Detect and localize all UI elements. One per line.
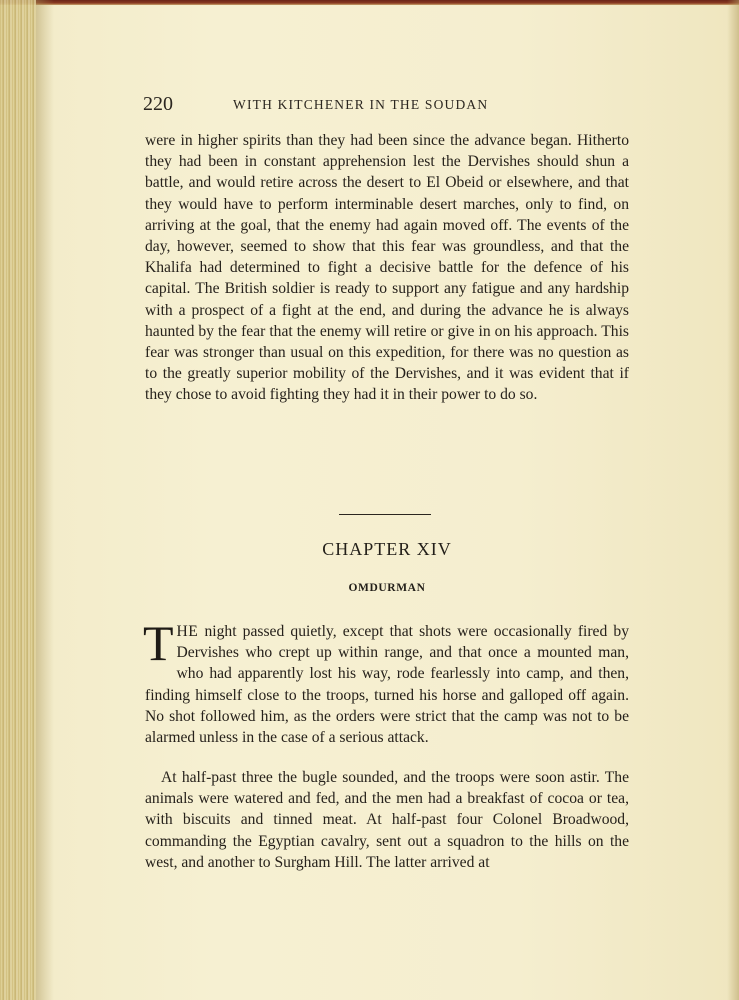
book-title: WITH KITCHENER IN THE SOUDAN	[233, 97, 489, 112]
book-spine-edge	[0, 0, 36, 1000]
drop-cap: T	[143, 615, 174, 671]
chapter-heading: CHAPTER XIV	[322, 539, 452, 559]
chapter-opening-paragraph	[143, 615, 629, 748]
gutter-shadow	[36, 0, 54, 1000]
running-head	[143, 92, 631, 118]
section-divider	[339, 514, 431, 515]
paragraph: At half-past three the bugle sounded, and the troops were soon astir. The animals were watered and fed, and the men had a breakfast of cocoa or tea, with biscuits and tinned meat. At half-past four Colonel Broadwood, commanding the Egyptian cavalry, sent out a squadron to the hills on the west, and another to Surgham Hill. The latter arrived at	[145, 769, 629, 871]
page-top-edge	[0, 0, 739, 5]
paragraph-continued: were in higher spirits than they had been since the advance began. Hitherto they had been in constant apprehension lest the Dervishes should shun a battle, and would retire across the desert to El Obeid or elsewhere, and that they would have to perform interminable desert marches, only to find, on arriving at the goal, that the enemy had again moved off. The events of the day, however, seemed to show that this fear was groundless, and that the Khalifa had determined to fight a decisive battle for the defence of his capital. The British soldier is ready to support any fatigue and any hardship with a prospect of a fight at the end, and during the advance he is always haunted by the fear that the enemy will retire or give in on his approach. This fear was stronger than usual on this expedition, for there was no question as to the greatly superior mobility of the Dervishes, and it was evident that if they chose to avoid fighting they had it in their power to do so.	[145, 132, 629, 404]
page-right-edge	[727, 0, 739, 1000]
chapter-subtitle: OMDURMAN	[348, 582, 426, 594]
paragraph-body: night passed quietly, except that shots were occasionally fired by Dervishes who crept up within range, and that once a mounted man, who had apparently lost his way, rode fearlessly into camp, and then, finding himself close to the troops, turned his horse and galloped off again. No shot followed him, as the orders were strict that the camp was not to be alarmed unless in the case of a serious attack.	[145, 623, 629, 747]
page-number: 220	[143, 93, 173, 115]
opening-word-rest: HE	[176, 623, 199, 640]
